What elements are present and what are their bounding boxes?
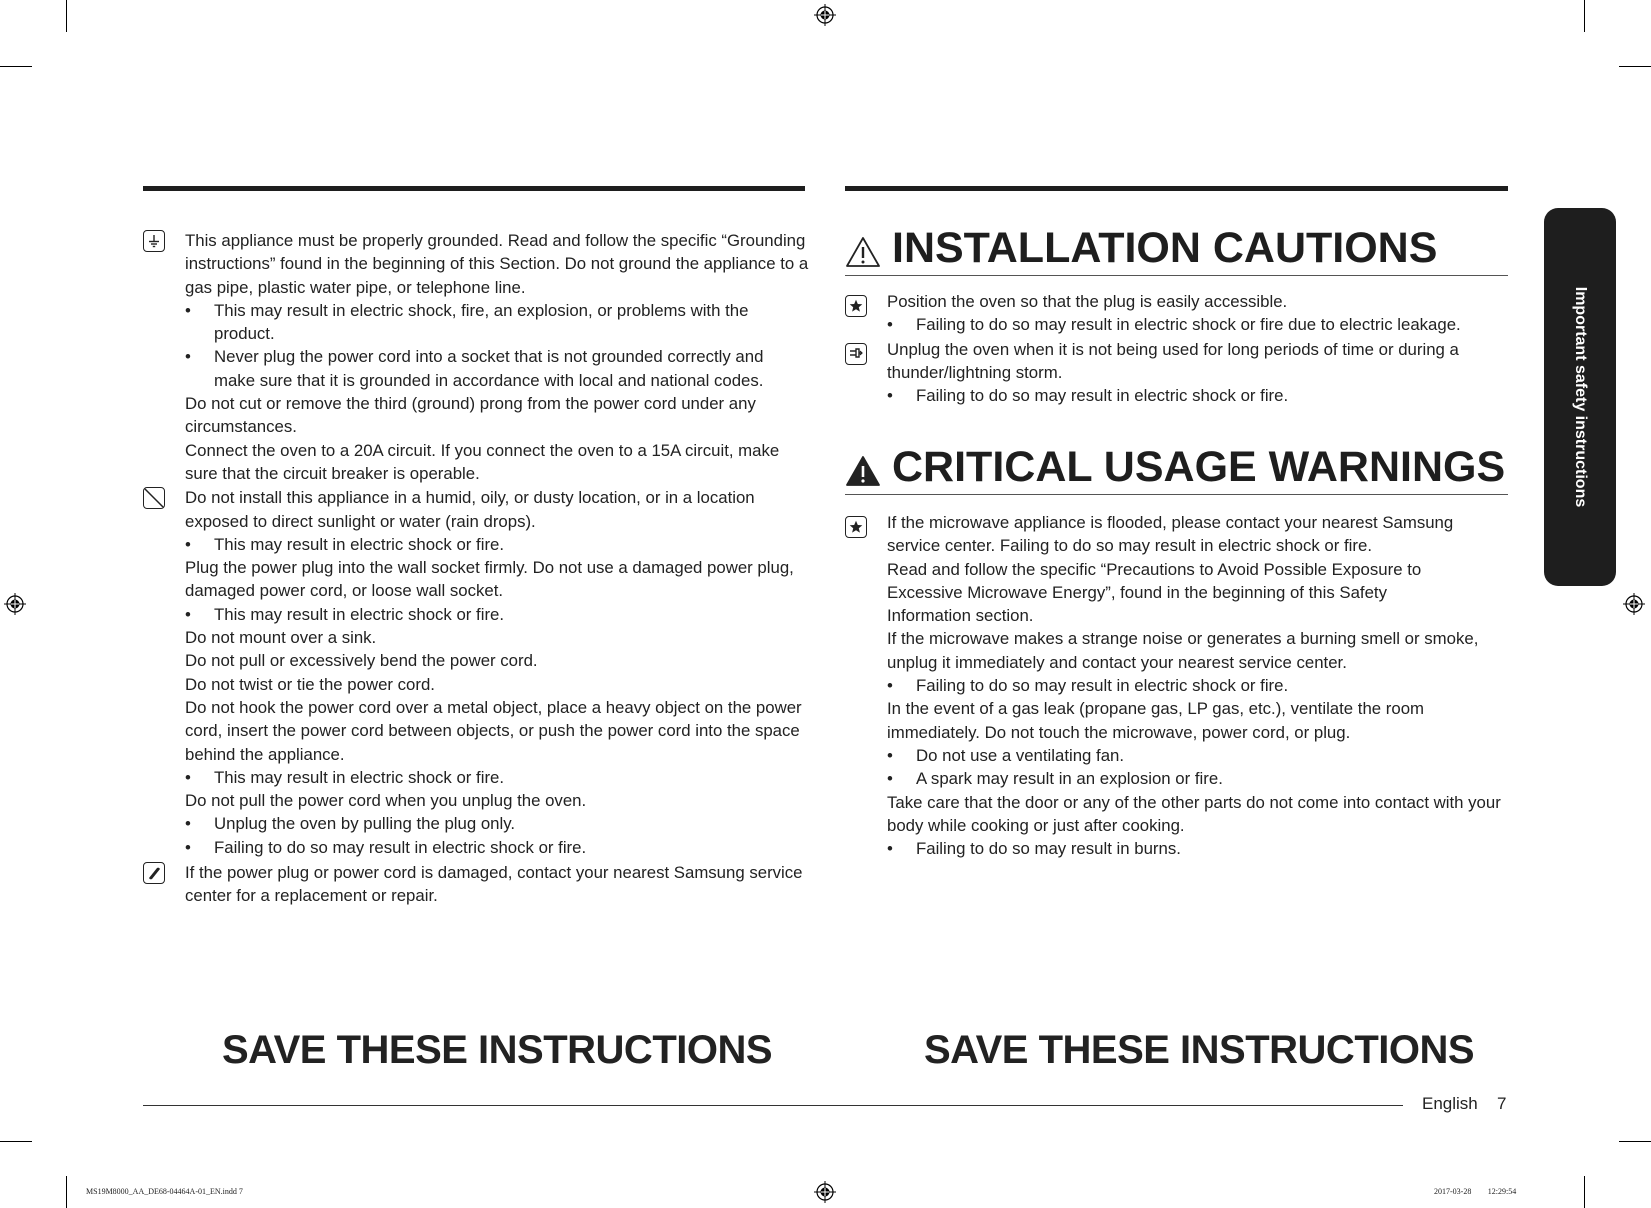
save-instructions-left: SAVE THESE INSTRUCTIONS — [222, 1028, 773, 1072]
critical-usage-warnings-body — [845, 511, 1511, 860]
save-instructions-right: SAVE THESE INSTRUCTIONS — [924, 1028, 1475, 1072]
bullet-item: • This may result in electric shock or fire. — [143, 766, 809, 789]
paragraph: Take care that the door or any of the other parts do not come into contact with your body while cooking or just after cooking. — [887, 792, 1501, 835]
footer-language: English — [1422, 1094, 1478, 1113]
paragraph: If the microwave appliance is flooded, please contact your nearest Samsung service center. Failing to do so may result in electric shock or fire. — [887, 513, 1454, 556]
paragraph: Do not pull the power cord when you unplug the oven. — [185, 791, 587, 811]
caution-triangle-icon — [845, 236, 881, 268]
bullet-item: • A spark may result in an explosion or fire. — [845, 767, 1511, 790]
critical-usage-warnings-rule — [845, 494, 1508, 495]
bullet-item: • Failing to do so may result in burns. — [845, 837, 1511, 860]
critical-usage-warnings-title: CRITICAL USAGE WARNINGS — [892, 443, 1506, 491]
unplug-block — [845, 338, 1511, 408]
bullet-item: • Failing to do so may result in electric shock or fire. — [845, 384, 1511, 407]
crop-mark — [1584, 0, 1585, 32]
crop-mark — [1619, 1141, 1651, 1142]
registration-mark-icon — [814, 4, 836, 26]
footer-rule — [143, 1105, 1403, 1106]
installation-cautions-title: INSTALLATION CAUTIONS — [892, 224, 1438, 272]
paragraph: If the power plug or power cord is damaged, contact your nearest Samsung service center for a replacement or repair. — [185, 863, 803, 906]
bullet-item: • Failing to do so may result in electric shock or fire. — [845, 674, 1511, 697]
paragraph: Plug the power plug into the wall socket firmly. Do not use a damaged power plug, damaged power cord, or loose wall socket. — [185, 558, 794, 601]
installation-cautions-body — [845, 290, 1511, 407]
grounding-block — [143, 229, 809, 485]
right-header-rule — [845, 186, 1508, 191]
crop-mark — [0, 1141, 32, 1142]
installation-cautions-rule — [845, 275, 1508, 276]
paragraph: If the microwave makes a strange noise or generates a burning smell or smoke, unplug it immediately and contact your nearest service center. — [887, 629, 1479, 672]
bullet-item: • Never plug the power cord into a socket that is not grounded correctly and make sure that it is grounded in accordance with local and national codes. — [143, 345, 809, 392]
paragraph: Do not twist or tie the power cord. — [185, 674, 435, 694]
registration-mark-icon — [1623, 593, 1645, 615]
paragraph: Position the oven so that the plug is easily accessible. — [887, 292, 1288, 311]
paragraph: This appliance must be properly grounded. Read and follow the specific “Grounding instructions” found in the beginning of this Section. Do not ground the appliance to a gas pipe, plastic water pipe, or telephone line. — [185, 231, 809, 297]
bullet-item: • This may result in electric shock, fire, an explosion, or problems with the product. — [143, 299, 809, 346]
paragraph: Read and follow the specific “Precautions to Avoid Possible Exposure to Excessive Microwave Energy”, found in the beginning of this Safety Information section. — [887, 559, 1422, 626]
paragraph: Do not hook the power cord over a metal object, place a heavy object on the power cord, insert the power cord between objects, or push the power cord into the space behind the appliance. — [185, 697, 802, 764]
registration-mark-icon — [4, 593, 26, 615]
plug-access-block — [845, 290, 1511, 337]
usage-warnings-block — [845, 511, 1511, 860]
print-slug-file: MS19M8000_AA_DE68-04464A-01_EN.indd 7 — [86, 1187, 243, 1196]
crop-mark — [1584, 1176, 1585, 1208]
bullet-item: • This may result in electric shock or fire. — [143, 533, 809, 556]
left-header-rule — [143, 186, 805, 191]
page-number: 7 — [1497, 1094, 1507, 1113]
crop-mark — [66, 0, 67, 32]
side-tab-label: Important safety instructions — [1572, 286, 1589, 508]
print-slug-timestamp: 2017-03-28 ￿￿ 12:29:54 — [1434, 1187, 1517, 1196]
paragraph: Do not install this appliance in a humid, oily, or dusty location, or in a location exposed to direct sunlight or water (rain drops). — [185, 488, 755, 531]
installation-location-block — [143, 486, 809, 859]
bullet-item: • Unplug the oven by pulling the plug only. — [143, 812, 809, 835]
paragraph: Connect the oven to a 20A circuit. If you connect the oven to a 15A circuit, make sure that the circuit breaker is operable. — [185, 440, 780, 483]
paragraph: Unplug the oven when it is not being used for long periods of time or during a thunder/lightning storm. — [887, 339, 1459, 382]
paragraph: Do not cut or remove the third (ground) prong from the power cord under any circumstances. — [185, 394, 756, 437]
left-column — [143, 229, 809, 908]
crop-mark — [0, 66, 32, 67]
paragraph: In the event of a gas leak (propane gas, LP gas, etc.), ventilate the room immediately. Do not touch the microwave, power cord, or plug. — [887, 699, 1425, 742]
paragraph: Do not mount over a sink. — [185, 628, 377, 648]
bullet-item: • This may result in electric shock or fire. — [143, 603, 809, 626]
bullet-item: • Do not use a ventilating fan. — [845, 744, 1511, 767]
paragraph: Do not pull or excessively bend the power cord. — [185, 651, 538, 671]
damaged-cord-block — [143, 861, 809, 908]
crop-mark — [1619, 66, 1651, 67]
registration-mark-icon — [814, 1181, 836, 1203]
warning-triangle-icon — [845, 455, 881, 487]
bullet-item: • Failing to do so may result in electric shock or fire. — [143, 836, 809, 859]
crop-mark — [66, 1176, 67, 1208]
bullet-item: • Failing to do so may result in electric shock or fire due to electric leakage. — [845, 313, 1511, 336]
